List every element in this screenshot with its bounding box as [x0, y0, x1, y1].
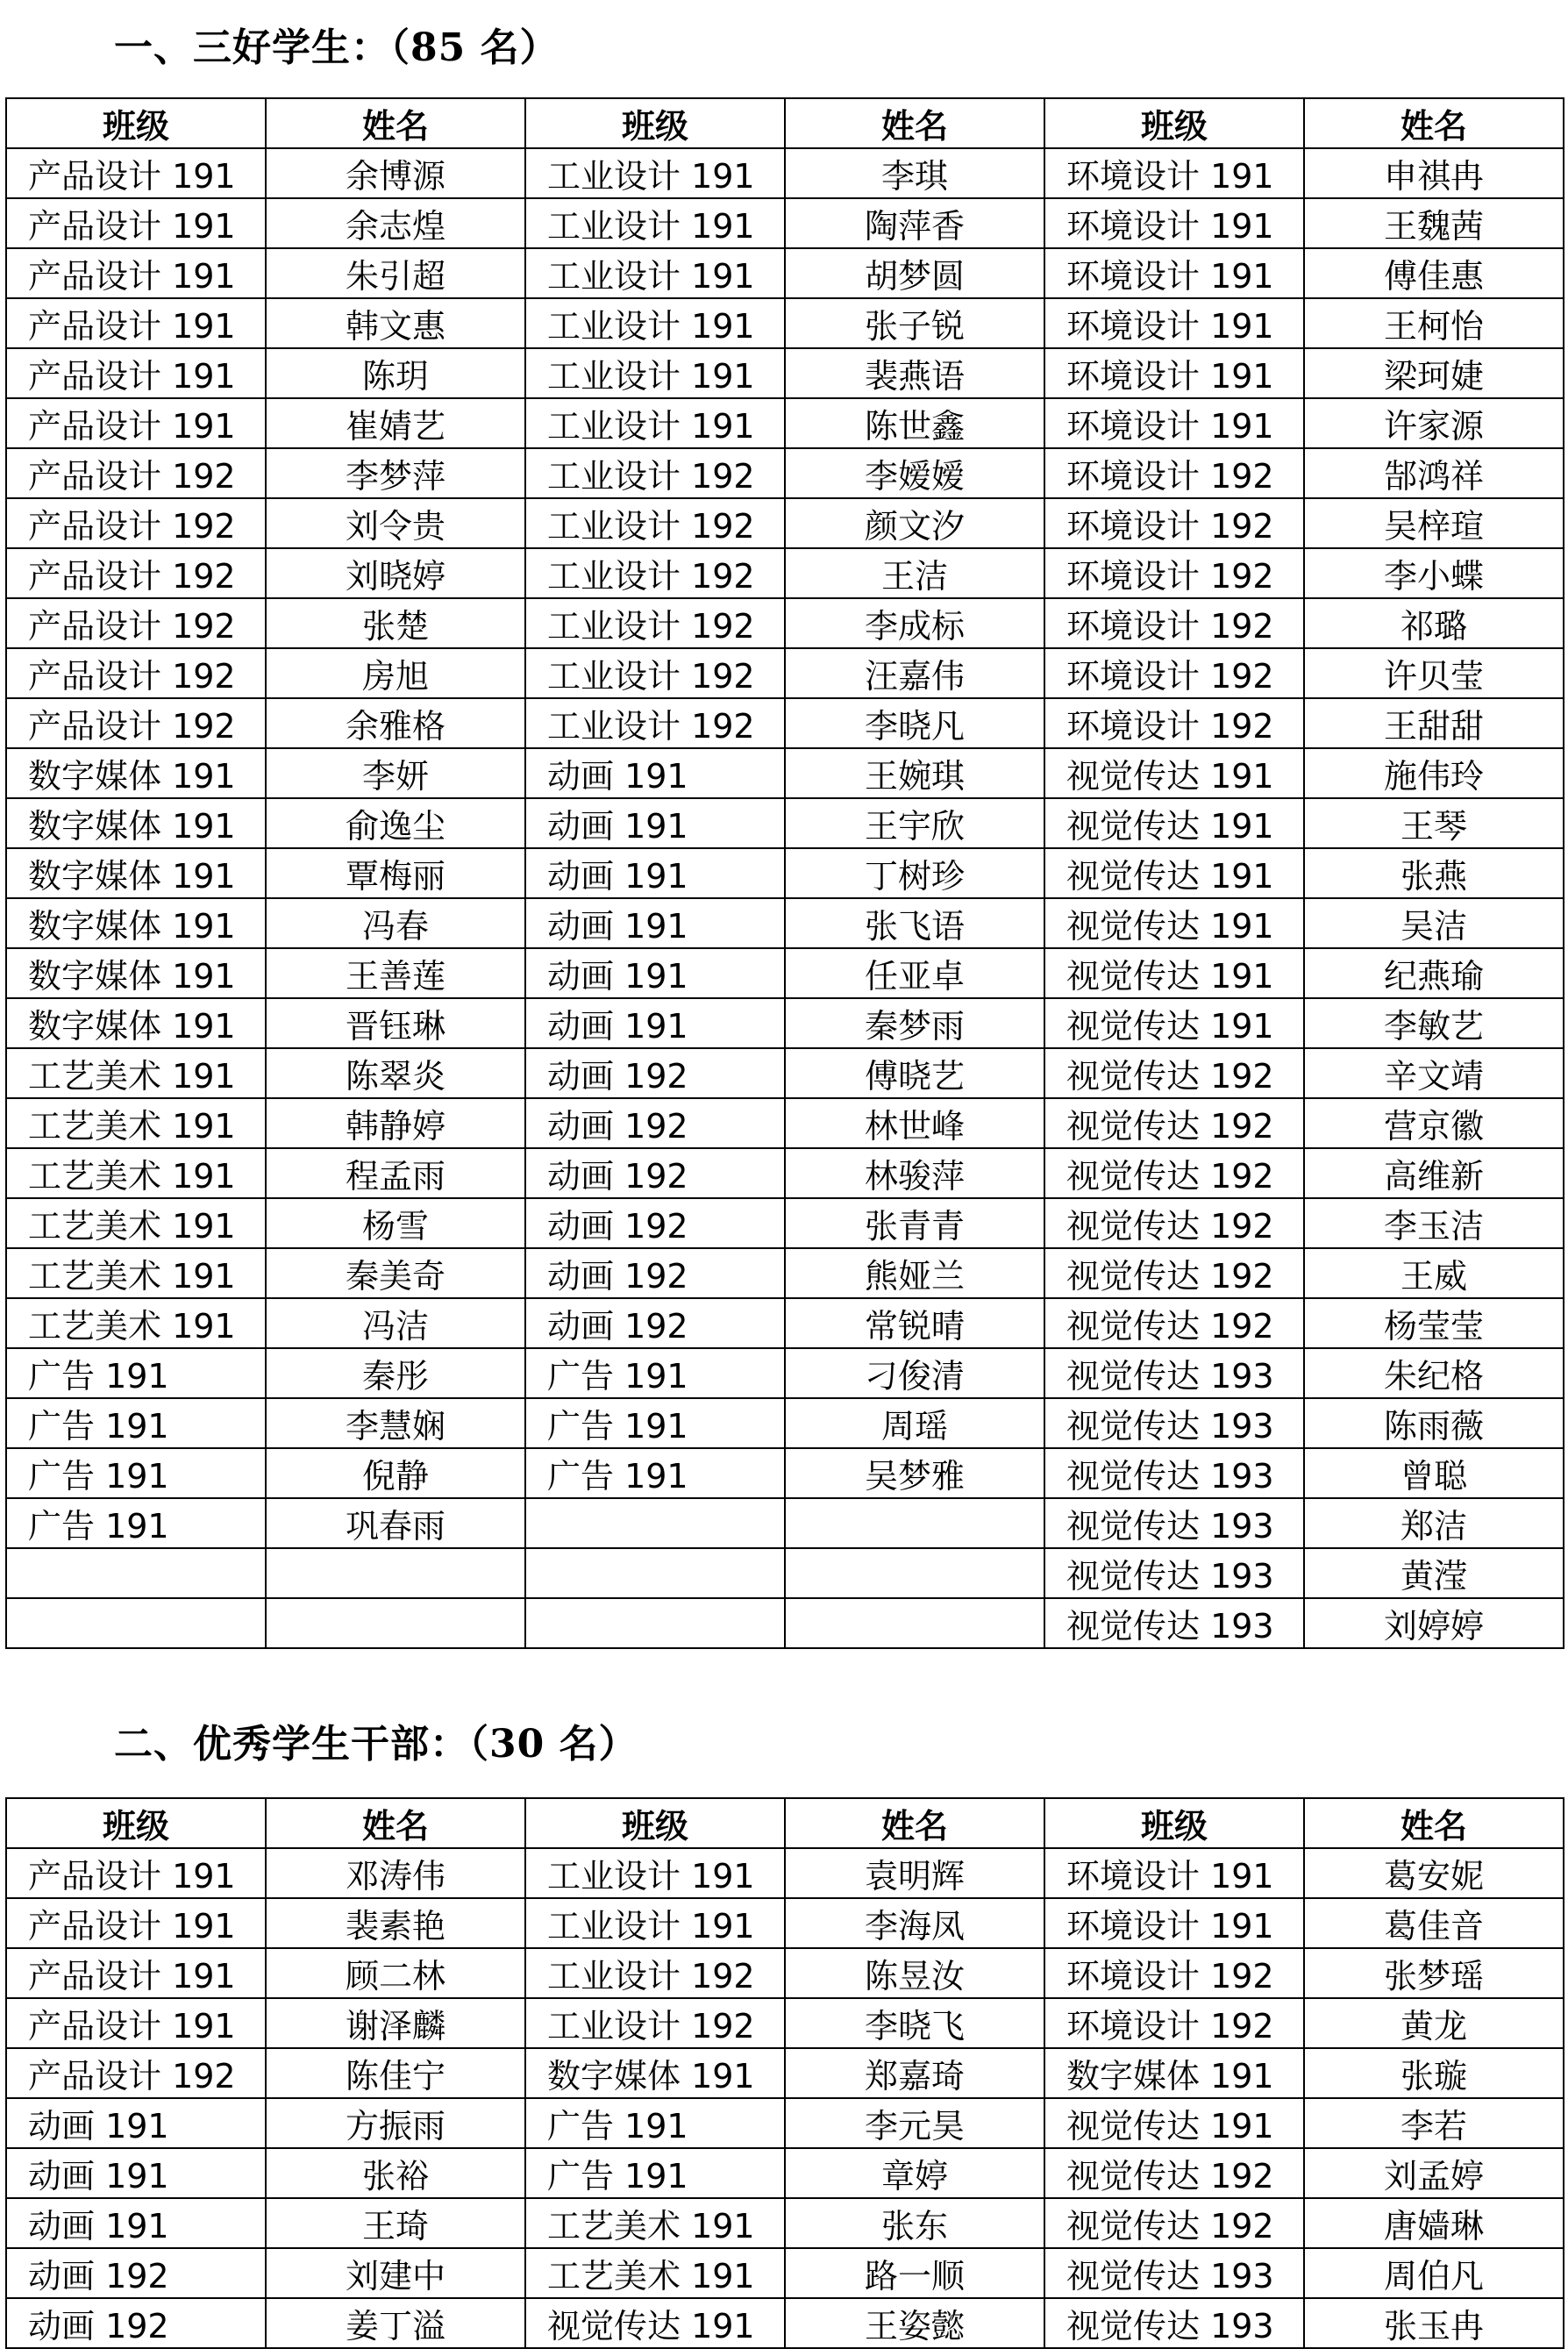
class-cell: 动画 192 — [525, 1098, 785, 1148]
name-cell: 张楚 — [266, 598, 525, 648]
name-cell: 曾聪 — [1304, 1448, 1564, 1498]
name-cell: 常锐晴 — [785, 1298, 1044, 1348]
class-cell: 数字媒体 191 — [6, 798, 266, 848]
class-cell: 动画 192 — [525, 1148, 785, 1198]
table-row — [6, 1298, 1564, 1348]
column-header-class: 班级 — [525, 98, 785, 148]
name-cell: 郑洁 — [1304, 1498, 1564, 1548]
class-cell: 工业设计 192 — [525, 598, 785, 648]
name-cell: 陈昱汝 — [785, 1948, 1044, 1998]
class-cell: 工业设计 191 — [525, 348, 785, 398]
class-cell: 工业设计 191 — [525, 248, 785, 298]
name-cell: 余志煌 — [266, 198, 525, 248]
class-cell: 视觉传达 192 — [1044, 1248, 1304, 1298]
table-row — [6, 348, 1564, 398]
name-cell: 刘晓婷 — [266, 548, 525, 598]
name-cell: 王魏茜 — [1304, 198, 1564, 248]
name-cell: 路一顺 — [785, 2248, 1044, 2298]
class-cell: 环境设计 191 — [1044, 248, 1304, 298]
table-row — [6, 2298, 1564, 2348]
name-cell — [785, 1598, 1044, 1648]
name-cell: 吴梓瑄 — [1304, 498, 1564, 548]
class-cell: 工业设计 192 — [525, 1998, 785, 2048]
table-row — [6, 2148, 1564, 2198]
table-row — [6, 1848, 1564, 1898]
class-cell: 产品设计 192 — [6, 548, 266, 598]
class-cell: 动画 191 — [525, 948, 785, 998]
class-cell: 视觉传达 191 — [1044, 2098, 1304, 2148]
class-cell: 动画 192 — [6, 2298, 266, 2348]
class-cell: 数字媒体 191 — [6, 998, 266, 1048]
class-cell: 产品设计 191 — [6, 1848, 266, 1898]
name-cell: 陈玥 — [266, 348, 525, 398]
name-cell: 李海凤 — [785, 1898, 1044, 1948]
name-cell: 郑嘉琦 — [785, 2048, 1044, 2098]
name-cell: 李敏艺 — [1304, 998, 1564, 1048]
class-cell: 视觉传达 191 — [1044, 798, 1304, 848]
table-row — [6, 1498, 1564, 1548]
name-cell: 刘令贵 — [266, 498, 525, 548]
name-cell: 杨莹莹 — [1304, 1298, 1564, 1348]
name-cell: 李妍 — [266, 748, 525, 798]
column-header-name: 姓名 — [785, 98, 1044, 148]
table-row — [6, 1048, 1564, 1098]
class-cell: 产品设计 191 — [6, 248, 266, 298]
table-row — [6, 1248, 1564, 1298]
column-header-class: 班级 — [1044, 1798, 1304, 1848]
class-cell: 视觉传达 192 — [1044, 1298, 1304, 1348]
class-cell: 工业设计 191 — [525, 148, 785, 198]
column-header-class: 班级 — [6, 98, 266, 148]
class-cell: 动画 191 — [525, 898, 785, 948]
class-cell: 工业设计 192 — [525, 648, 785, 698]
name-cell: 秦彤 — [266, 1348, 525, 1398]
name-cell: 韩文惠 — [266, 298, 525, 348]
section1-table — [5, 97, 1564, 1649]
class-cell: 工艺美术 191 — [525, 2248, 785, 2298]
class-cell: 工业设计 192 — [525, 448, 785, 498]
table-row — [6, 798, 1564, 848]
name-cell: 吴梦雅 — [785, 1448, 1044, 1498]
class-cell: 环境设计 192 — [1044, 548, 1304, 598]
class-cell: 工业设计 191 — [525, 1898, 785, 1948]
name-cell: 朱纪格 — [1304, 1348, 1564, 1398]
class-cell: 广告 191 — [525, 1348, 785, 1398]
class-cell: 产品设计 192 — [6, 448, 266, 498]
name-cell: 祁璐 — [1304, 598, 1564, 648]
name-cell: 陈世鑫 — [785, 398, 1044, 448]
class-cell: 动画 192 — [525, 1048, 785, 1098]
class-cell: 产品设计 192 — [6, 648, 266, 698]
name-cell: 傅佳惠 — [1304, 248, 1564, 298]
name-cell: 余雅格 — [266, 698, 525, 748]
table-row — [6, 1348, 1564, 1398]
class-cell — [525, 1498, 785, 1548]
table-row — [6, 848, 1564, 898]
name-cell: 秦梦雨 — [785, 998, 1044, 1048]
name-cell: 王婉琪 — [785, 748, 1044, 798]
class-cell: 广告 191 — [6, 1398, 266, 1448]
class-cell: 视觉传达 191 — [1044, 948, 1304, 998]
name-cell: 李玉洁 — [1304, 1198, 1564, 1248]
table-row — [6, 448, 1564, 498]
class-cell: 动画 192 — [525, 1298, 785, 1348]
table-header-row — [6, 98, 1564, 148]
table-row — [6, 1448, 1564, 1498]
name-cell: 俞逸尘 — [266, 798, 525, 848]
class-cell: 广告 191 — [525, 2148, 785, 2198]
table-row — [6, 248, 1564, 298]
class-cell: 视觉传达 193 — [1044, 2248, 1304, 2298]
table-row — [6, 1198, 1564, 1248]
name-cell: 王姿懿 — [785, 2298, 1044, 2348]
name-cell: 邓涛伟 — [266, 1848, 525, 1898]
class-cell: 动画 191 — [6, 2198, 266, 2248]
name-cell: 李小蝶 — [1304, 548, 1564, 598]
table-row — [6, 548, 1564, 598]
class-cell: 工艺美术 191 — [6, 1248, 266, 1298]
class-cell: 环境设计 192 — [1044, 598, 1304, 648]
name-cell: 张玉冉 — [1304, 2298, 1564, 2348]
name-cell: 梁珂婕 — [1304, 348, 1564, 398]
class-cell: 数字媒体 191 — [6, 848, 266, 898]
name-cell: 李嫒嫒 — [785, 448, 1044, 498]
class-cell: 环境设计 192 — [1044, 698, 1304, 748]
class-cell: 环境设计 191 — [1044, 348, 1304, 398]
name-cell: 王洁 — [785, 548, 1044, 598]
class-cell: 产品设计 192 — [6, 698, 266, 748]
class-cell: 数字媒体 191 — [6, 748, 266, 798]
class-cell: 工业设计 192 — [525, 498, 785, 548]
class-cell: 视觉传达 193 — [1044, 1548, 1304, 1598]
class-cell: 环境设计 191 — [1044, 148, 1304, 198]
name-cell: 李成标 — [785, 598, 1044, 648]
column-header-name: 姓名 — [266, 1798, 525, 1848]
class-cell: 数字媒体 191 — [1044, 2048, 1304, 2098]
name-cell: 丁树珍 — [785, 848, 1044, 898]
class-cell: 广告 191 — [6, 1348, 266, 1398]
class-cell: 产品设计 192 — [6, 498, 266, 548]
table-row — [6, 2248, 1564, 2298]
class-cell: 视觉传达 191 — [525, 2298, 785, 2348]
name-cell: 刘婷婷 — [1304, 1598, 1564, 1648]
name-cell: 纪燕瑜 — [1304, 948, 1564, 998]
name-cell: 倪静 — [266, 1448, 525, 1498]
name-cell — [266, 1598, 525, 1648]
table-row — [6, 2048, 1564, 2098]
name-cell: 任亚卓 — [785, 948, 1044, 998]
class-cell: 工艺美术 191 — [525, 2198, 785, 2248]
name-cell: 王威 — [1304, 1248, 1564, 1298]
class-cell: 数字媒体 191 — [6, 948, 266, 998]
section2-title: 二、优秀学生干部：（30 名） — [114, 1722, 638, 1767]
class-cell: 视觉传达 193 — [1044, 1498, 1304, 1548]
class-cell: 动画 191 — [6, 2098, 266, 2148]
class-cell: 工业设计 191 — [525, 1848, 785, 1898]
name-cell: 张子锐 — [785, 298, 1044, 348]
class-cell: 工业设计 191 — [525, 198, 785, 248]
name-cell: 胡梦圆 — [785, 248, 1044, 298]
name-cell: 李梦萍 — [266, 448, 525, 498]
name-cell: 房旭 — [266, 648, 525, 698]
class-cell: 视觉传达 193 — [1044, 1448, 1304, 1498]
class-cell: 环境设计 191 — [1044, 198, 1304, 248]
table-row — [6, 1098, 1564, 1148]
class-cell: 视觉传达 192 — [1044, 2198, 1304, 2248]
class-cell: 动画 192 — [6, 2248, 266, 2298]
table-row — [6, 198, 1564, 248]
table-row — [6, 748, 1564, 798]
name-cell: 李晓凡 — [785, 698, 1044, 748]
name-cell: 晋钰琳 — [266, 998, 525, 1048]
name-cell: 吴洁 — [1304, 898, 1564, 948]
class-cell: 视觉传达 193 — [1044, 1598, 1304, 1648]
table-row — [6, 2098, 1564, 2148]
class-cell: 工艺美术 191 — [6, 1148, 266, 1198]
class-cell: 产品设计 192 — [6, 598, 266, 648]
class-cell: 动画 191 — [525, 998, 785, 1048]
class-cell: 视觉传达 193 — [1044, 1348, 1304, 1398]
class-cell — [6, 1548, 266, 1598]
name-cell: 秦美奇 — [266, 1248, 525, 1298]
name-cell: 郜鸿祥 — [1304, 448, 1564, 498]
name-cell: 顾二林 — [266, 1948, 525, 1998]
name-cell: 王琴 — [1304, 798, 1564, 848]
name-cell: 陶萍香 — [785, 198, 1044, 248]
class-cell: 视觉传达 192 — [1044, 1148, 1304, 1198]
class-cell: 视觉传达 192 — [1044, 1048, 1304, 1098]
class-cell: 视觉传达 191 — [1044, 898, 1304, 948]
name-cell — [785, 1548, 1044, 1598]
name-cell: 朱引超 — [266, 248, 525, 298]
table-row — [6, 1898, 1564, 1948]
class-cell — [525, 1598, 785, 1648]
table-row — [6, 698, 1564, 748]
class-cell: 动画 191 — [525, 748, 785, 798]
name-cell: 章婷 — [785, 2148, 1044, 2198]
name-cell: 陈雨薇 — [1304, 1398, 1564, 1448]
class-cell: 动画 191 — [525, 798, 785, 848]
class-cell: 环境设计 192 — [1044, 1998, 1304, 2048]
class-cell: 工业设计 192 — [525, 1948, 785, 1998]
class-cell: 工业设计 192 — [525, 548, 785, 598]
name-cell: 黄滢 — [1304, 1548, 1564, 1598]
name-cell: 巩春雨 — [266, 1498, 525, 1548]
class-cell: 动画 192 — [525, 1248, 785, 1298]
name-cell: 施伟玲 — [1304, 748, 1564, 798]
name-cell: 辛文靖 — [1304, 1048, 1564, 1098]
table-row — [6, 598, 1564, 648]
name-cell: 熊娅兰 — [785, 1248, 1044, 1298]
class-cell: 视觉传达 191 — [1044, 848, 1304, 898]
class-cell: 视觉传达 193 — [1044, 1398, 1304, 1448]
class-cell: 产品设计 191 — [6, 398, 266, 448]
name-cell: 韩静婷 — [266, 1098, 525, 1148]
table-row — [6, 498, 1564, 548]
name-cell: 姜丁溢 — [266, 2298, 525, 2348]
name-cell: 许家源 — [1304, 398, 1564, 448]
name-cell: 葛佳音 — [1304, 1898, 1564, 1948]
class-cell: 环境设计 191 — [1044, 1848, 1304, 1898]
name-cell: 许贝莹 — [1304, 648, 1564, 698]
class-cell: 工业设计 191 — [525, 398, 785, 448]
column-header-class: 班级 — [1044, 98, 1304, 148]
class-cell: 视觉传达 192 — [1044, 1098, 1304, 1148]
name-cell: 李晓飞 — [785, 1998, 1044, 2048]
name-cell: 高维新 — [1304, 1148, 1564, 1198]
column-header-class: 班级 — [525, 1798, 785, 1848]
name-cell: 汪嘉伟 — [785, 648, 1044, 698]
class-cell: 广告 191 — [525, 1448, 785, 1498]
class-cell: 视觉传达 192 — [1044, 2148, 1304, 2198]
table-row — [6, 2198, 1564, 2248]
class-cell: 产品设计 191 — [6, 348, 266, 398]
name-cell: 刘建中 — [266, 2248, 525, 2298]
table-row — [6, 148, 1564, 198]
class-cell: 环境设计 192 — [1044, 498, 1304, 548]
name-cell: 林骏萍 — [785, 1148, 1044, 1198]
class-cell: 环境设计 191 — [1044, 398, 1304, 448]
table-row — [6, 298, 1564, 348]
name-cell: 裴素艳 — [266, 1898, 525, 1948]
column-header-name: 姓名 — [1304, 98, 1564, 148]
name-cell: 张璇 — [1304, 2048, 1564, 2098]
name-cell: 张飞语 — [785, 898, 1044, 948]
name-cell: 冯春 — [266, 898, 525, 948]
table-row — [6, 1598, 1564, 1648]
class-cell: 动画 191 — [525, 848, 785, 898]
table-row — [6, 948, 1564, 998]
class-cell: 视觉传达 193 — [1044, 2298, 1304, 2348]
name-cell: 袁明辉 — [785, 1848, 1044, 1898]
name-cell: 李琪 — [785, 148, 1044, 198]
class-cell: 工艺美术 191 — [6, 1098, 266, 1148]
table-row — [6, 1398, 1564, 1448]
class-cell — [6, 1598, 266, 1648]
name-cell — [785, 1498, 1044, 1548]
class-cell: 工艺美术 191 — [6, 1048, 266, 1098]
name-cell: 覃梅丽 — [266, 848, 525, 898]
class-cell: 环境设计 191 — [1044, 1898, 1304, 1948]
class-cell: 工艺美术 191 — [6, 1298, 266, 1348]
name-cell: 李若 — [1304, 2098, 1564, 2148]
name-cell: 傅晓艺 — [785, 1048, 1044, 1098]
column-header-name: 姓名 — [1304, 1798, 1564, 1848]
class-cell: 广告 191 — [6, 1448, 266, 1498]
class-cell: 视觉传达 191 — [1044, 748, 1304, 798]
name-cell: 刁俊清 — [785, 1348, 1044, 1398]
table-row — [6, 898, 1564, 948]
name-cell: 周伯凡 — [1304, 2248, 1564, 2298]
class-cell: 广告 191 — [525, 1398, 785, 1448]
name-cell: 唐嫱琳 — [1304, 2198, 1564, 2248]
name-cell: 营京徽 — [1304, 1098, 1564, 1148]
class-cell: 产品设计 192 — [6, 2048, 266, 2098]
section2-table — [5, 1797, 1564, 2349]
name-cell: 张梦瑶 — [1304, 1948, 1564, 1998]
name-cell: 杨雪 — [266, 1198, 525, 1248]
class-cell: 产品设计 191 — [6, 1998, 266, 2048]
class-cell: 动画 191 — [6, 2148, 266, 2198]
name-cell: 王甜甜 — [1304, 698, 1564, 748]
class-cell: 环境设计 192 — [1044, 648, 1304, 698]
class-cell: 视觉传达 191 — [1044, 998, 1304, 1048]
name-cell: 张裕 — [266, 2148, 525, 2198]
class-cell: 数字媒体 191 — [525, 2048, 785, 2098]
table-header-row — [6, 1798, 1564, 1848]
name-cell: 程孟雨 — [266, 1148, 525, 1198]
name-cell: 王柯怡 — [1304, 298, 1564, 348]
table-row — [6, 648, 1564, 698]
class-cell — [525, 1548, 785, 1598]
name-cell: 张燕 — [1304, 848, 1564, 898]
name-cell — [266, 1548, 525, 1598]
name-cell: 周瑶 — [785, 1398, 1044, 1448]
class-cell: 工艺美术 191 — [6, 1198, 266, 1248]
name-cell: 李慧娴 — [266, 1398, 525, 1448]
class-cell: 视觉传达 192 — [1044, 1198, 1304, 1248]
table-row — [6, 998, 1564, 1048]
class-cell: 产品设计 191 — [6, 198, 266, 248]
name-cell: 方振雨 — [266, 2098, 525, 2148]
name-cell: 张青青 — [785, 1198, 1044, 1248]
name-cell: 冯洁 — [266, 1298, 525, 1348]
class-cell: 产品设计 191 — [6, 1898, 266, 1948]
column-header-name: 姓名 — [785, 1798, 1044, 1848]
class-cell: 产品设计 191 — [6, 148, 266, 198]
class-cell: 环境设计 192 — [1044, 1948, 1304, 1998]
name-cell: 李元昊 — [785, 2098, 1044, 2148]
class-cell: 环境设计 192 — [1044, 448, 1304, 498]
class-cell: 数字媒体 191 — [6, 898, 266, 948]
column-header-class: 班级 — [6, 1798, 266, 1848]
name-cell: 申祺冉 — [1304, 148, 1564, 198]
class-cell: 工业设计 191 — [525, 298, 785, 348]
name-cell: 裴燕语 — [785, 348, 1044, 398]
section1-title: 一、三好学生：（85 名） — [114, 25, 559, 70]
table-row — [6, 1948, 1564, 1998]
name-cell: 王琦 — [266, 2198, 525, 2248]
name-cell: 葛安妮 — [1304, 1848, 1564, 1898]
table-row — [6, 1998, 1564, 2048]
table-row — [6, 1548, 1564, 1598]
name-cell: 王宇欣 — [785, 798, 1044, 848]
name-cell: 林世峰 — [785, 1098, 1044, 1148]
class-cell: 工业设计 192 — [525, 698, 785, 748]
class-cell: 广告 191 — [6, 1498, 266, 1548]
name-cell: 黄龙 — [1304, 1998, 1564, 2048]
name-cell: 崔婧艺 — [266, 398, 525, 448]
class-cell: 产品设计 191 — [6, 298, 266, 348]
name-cell: 陈佳宁 — [266, 2048, 525, 2098]
name-cell: 谢泽麟 — [266, 1998, 525, 2048]
name-cell: 陈翠炎 — [266, 1048, 525, 1098]
class-cell: 产品设计 191 — [6, 1948, 266, 1998]
column-header-name: 姓名 — [266, 98, 525, 148]
class-cell: 动画 192 — [525, 1198, 785, 1248]
name-cell: 余博源 — [266, 148, 525, 198]
class-cell: 广告 191 — [525, 2098, 785, 2148]
class-cell: 环境设计 191 — [1044, 298, 1304, 348]
name-cell: 王善莲 — [266, 948, 525, 998]
table-row — [6, 398, 1564, 448]
table-row — [6, 1148, 1564, 1198]
name-cell: 刘孟婷 — [1304, 2148, 1564, 2198]
name-cell: 颜文汐 — [785, 498, 1044, 548]
name-cell: 张东 — [785, 2198, 1044, 2248]
